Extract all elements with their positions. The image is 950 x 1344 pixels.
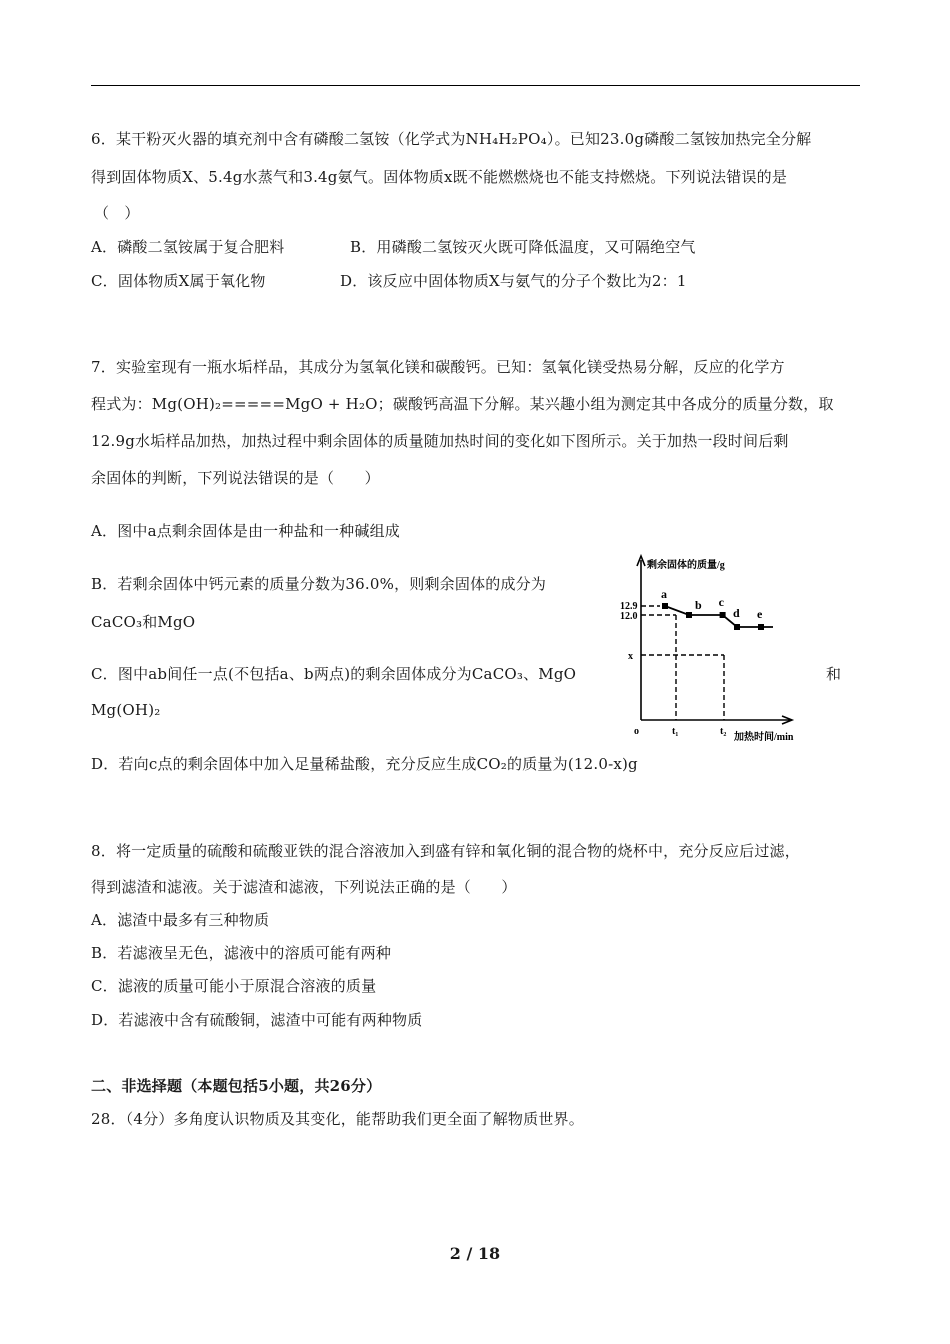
point-d bbox=[734, 624, 740, 630]
q7-option-c-and: 和 bbox=[826, 665, 842, 683]
point-label-e: e bbox=[757, 607, 763, 621]
q6-option-d: D．该反应中固体物质X与氨气的分子个数比为2：1 bbox=[340, 272, 687, 290]
q7-line1: 7．实验室现有一瓶水垢样品，其成分为氢氧化镁和碳酸钙。已知：氢氧化镁受热易分解，反应的化学方 bbox=[91, 358, 785, 376]
q7-option-b-line2: CaCO₃和MgO bbox=[91, 613, 196, 631]
q28-stem: 28．（4分）多角度认识物质及其变化，能帮助我们更全面了解物质世界。 bbox=[91, 1110, 584, 1128]
point-label-b: b bbox=[695, 598, 702, 612]
q7-line2: 程式为：Mg(OH)₂=====MgO + H₂O；碳酸钙高温下分解。某兴趣小组为测定其中各成分的质量分数，取 bbox=[91, 395, 834, 413]
q7-option-d: D．若向c点的剩余固体中加入足量稀盐酸，充分反应生成CO₂的质量为(12.0-x)g bbox=[91, 755, 638, 773]
q6-paren: （ ） bbox=[94, 204, 140, 222]
origin-label: o bbox=[634, 726, 639, 737]
q7-option-a: A．图中a点剩余固体是由一种盐和一种碱组成 bbox=[91, 522, 400, 540]
x-axis-label: 加热时间/min bbox=[734, 732, 794, 743]
y-axis-label: 剩余固体的质量/g bbox=[647, 560, 725, 571]
q8-option-d: D．若滤液中含有硫酸铜，滤渣中可能有两种物质 bbox=[91, 1011, 423, 1029]
section2-title: 二、非选择题（本题包括5小题，共26分） bbox=[91, 1077, 382, 1095]
guide-lines bbox=[641, 606, 724, 720]
point-label-d: d bbox=[733, 606, 740, 620]
point-label-c: c bbox=[718, 595, 724, 609]
axes bbox=[637, 556, 792, 724]
tick-x: x bbox=[628, 651, 633, 662]
mass-time-graph bbox=[604, 548, 814, 748]
q8-line1: 8．将一定质量的硫酸和硫酸亚铁的混合溶液加入到盛有锌和氧化铜的混合物的烧杯中，充分反应后过滤， bbox=[91, 842, 800, 860]
tick-t1: t₁ bbox=[672, 726, 679, 737]
point-a bbox=[662, 603, 668, 609]
q7-line3: 12.9g水垢样品加热，加热过程中剩余固体的质量随加热时间的变化如下图所示。关于加热一段时间后剩 bbox=[91, 432, 789, 450]
q8-line2: 得到滤渣和滤液。关于滤渣和滤液，下列说法正确的是（ ） bbox=[91, 878, 517, 896]
q6-option-a: A．磷酸二氢铵属于复合肥料 bbox=[91, 238, 285, 256]
q7-option-c-line2: Mg(OH)₂ bbox=[91, 701, 161, 719]
q6-line2: 得到固体物质X、5.4g水蒸气和3.4g氨气。固体物质x既不能燃燃烧也不能支持燃烧。下列说法错误的是 bbox=[91, 168, 788, 186]
q8-option-c: C．滤液的质量可能小于原混合溶液的质量 bbox=[91, 977, 377, 995]
q6-line1: 6．某干粉灭火器的填充剂中含有磷酸二氢铵（化学式为NH₄H₂PO₄）。已知23.0g磷酸二氢铵加热完全分解 bbox=[91, 130, 812, 148]
q7-option-c-line1: C．图中ab间任一点(不包括a、b两点)的剩余固体成分为CaCO₃、MgO bbox=[91, 665, 577, 683]
q7-option-b-line1: B．若剩余固体中钙元素的质量分数为36.0%，则剩余固体的成分为 bbox=[91, 575, 547, 593]
point-c bbox=[720, 612, 726, 618]
q6-option-c: C．固体物质X属于氧化物 bbox=[91, 272, 266, 290]
page-number: 2 / 18 bbox=[449, 1244, 501, 1263]
q6-option-b: B．用磷酸二氢铵灭火既可降低温度，又可隔绝空气 bbox=[350, 238, 696, 256]
point-label-a: a bbox=[661, 587, 667, 601]
tick-12-0: 12.0 bbox=[620, 611, 638, 622]
tick-12-9: 12.9 bbox=[620, 601, 638, 612]
point-e bbox=[758, 624, 764, 630]
header-rule bbox=[91, 85, 860, 86]
tick-t2: t₂ bbox=[720, 726, 727, 737]
point-b bbox=[686, 612, 692, 618]
q8-option-b: B．若滤液呈无色，滤液中的溶质可能有两种 bbox=[91, 944, 392, 962]
q7-line4: 余固体的判断，下列说法错误的是（ ） bbox=[91, 469, 380, 487]
q8-option-a: A．滤渣中最多有三种物质 bbox=[91, 911, 270, 929]
